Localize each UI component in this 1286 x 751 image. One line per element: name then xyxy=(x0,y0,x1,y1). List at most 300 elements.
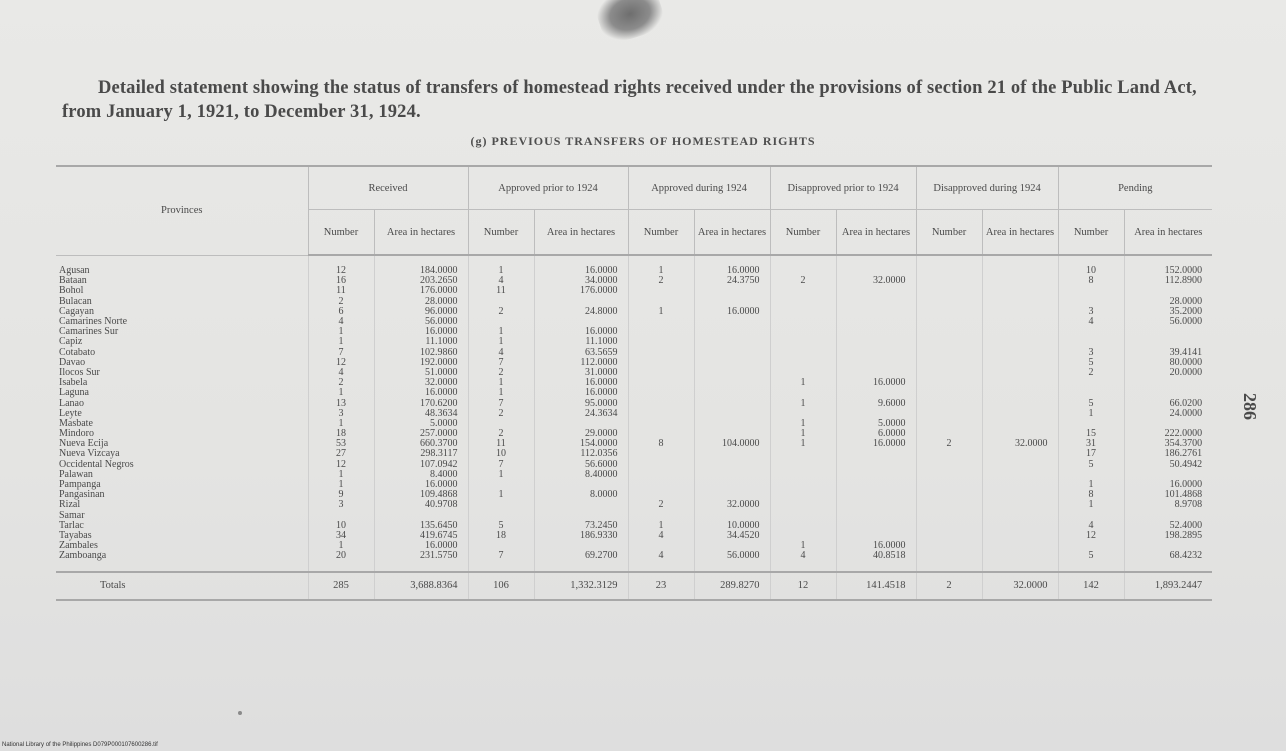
table-row xyxy=(56,398,1212,408)
area-cell: 198.2895 xyxy=(1124,531,1212,541)
number-cell: 11 xyxy=(468,286,534,296)
table-row xyxy=(56,439,1212,449)
number-cell: 5 xyxy=(1058,551,1124,561)
province-name: Zamboanga xyxy=(59,551,107,562)
area-cell xyxy=(836,297,916,307)
number-cell xyxy=(628,348,694,358)
spacer-row xyxy=(56,561,1212,572)
area-cell xyxy=(694,398,770,408)
number-cell xyxy=(916,500,982,510)
number-cell: 10 xyxy=(1058,266,1124,276)
table-row xyxy=(56,327,1212,337)
number-cell: 10 xyxy=(308,521,374,531)
area-cell: 152.0000 xyxy=(1124,266,1212,276)
area-cell: 5.0000 xyxy=(374,419,468,429)
province-name: Camarines Norte xyxy=(59,316,128,328)
area-cell: 135.6450 xyxy=(374,521,468,531)
area-cell xyxy=(694,337,770,347)
area-cell: 56.0000 xyxy=(694,551,770,561)
number-cell xyxy=(1058,297,1124,307)
number-cell: 12 xyxy=(308,460,374,470)
area-cell: 31.0000 xyxy=(534,368,628,378)
number-cell xyxy=(770,368,836,378)
number-cell: 1 xyxy=(308,337,374,347)
number-cell: 1 xyxy=(1058,500,1124,510)
spacer-cell xyxy=(468,561,534,572)
number-cell xyxy=(1058,378,1124,388)
area-cell xyxy=(836,266,916,276)
area-cell: 40.8518 xyxy=(836,551,916,561)
number-cell xyxy=(628,378,694,388)
area-cell xyxy=(1124,388,1212,398)
area-cell: 10.0000 xyxy=(694,521,770,531)
area-cell: 176.0000 xyxy=(374,286,468,296)
area-cell: 192.0000 xyxy=(374,358,468,368)
number-cell: 16 xyxy=(308,276,374,286)
number-cell xyxy=(916,551,982,561)
area-cell xyxy=(836,449,916,459)
table-row xyxy=(56,419,1212,429)
area-cell xyxy=(982,348,1058,358)
table-row xyxy=(56,449,1212,459)
number-cell xyxy=(916,358,982,368)
province-name: Capiz xyxy=(59,337,83,348)
number-cell xyxy=(916,388,982,398)
area-cell xyxy=(1124,286,1212,296)
number-cell: 1 xyxy=(770,398,836,408)
province-name: Occidental Negros xyxy=(59,459,134,470)
number-cell xyxy=(916,541,982,551)
number-cell: 2 xyxy=(468,368,534,378)
area-cell: 56.0000 xyxy=(1124,317,1212,327)
area-cell xyxy=(982,541,1058,551)
area-cell: 112.0356 xyxy=(534,449,628,459)
number-cell: 1 xyxy=(468,388,534,398)
number-cell xyxy=(770,297,836,307)
area-cell xyxy=(982,460,1058,470)
area-cell xyxy=(836,348,916,358)
number-cell xyxy=(628,327,694,337)
area-cell: 154.0000 xyxy=(534,439,628,449)
table-row xyxy=(56,470,1212,480)
table-row xyxy=(56,337,1212,347)
number-cell: 8 xyxy=(628,439,694,449)
province-name: Agusan xyxy=(59,266,90,277)
provinces-header: Provinces xyxy=(56,166,308,255)
area-cell: 80.0000 xyxy=(1124,358,1212,368)
number-cell: 8 xyxy=(1058,490,1124,500)
number-cell xyxy=(770,317,836,327)
sub-header-number: Number xyxy=(1058,210,1124,256)
area-cell xyxy=(982,470,1058,480)
total-area-cell: 141.4518 xyxy=(836,572,916,600)
number-cell: 4 xyxy=(770,551,836,561)
number-cell xyxy=(916,449,982,459)
province-name: Tayabas xyxy=(59,530,92,541)
area-cell xyxy=(836,286,916,296)
number-cell xyxy=(916,480,982,490)
number-cell xyxy=(916,398,982,408)
province-name: Mindoro xyxy=(59,429,94,440)
number-cell: 4 xyxy=(308,368,374,378)
area-cell xyxy=(836,327,916,337)
area-cell xyxy=(836,470,916,480)
area-cell: 257.0000 xyxy=(374,429,468,439)
number-cell: 2 xyxy=(1058,368,1124,378)
area-cell: 11.1000 xyxy=(374,337,468,347)
number-cell xyxy=(916,286,982,296)
province-name: Pampanga xyxy=(59,479,101,491)
number-cell: 11 xyxy=(468,439,534,449)
number-cell: 1 xyxy=(468,327,534,337)
number-cell: 1 xyxy=(468,337,534,347)
area-cell xyxy=(694,419,770,429)
number-cell xyxy=(916,317,982,327)
area-cell: 28.0000 xyxy=(1124,297,1212,307)
area-cell xyxy=(694,348,770,358)
area-cell xyxy=(982,531,1058,541)
table-row xyxy=(56,531,1212,541)
scan-speck xyxy=(238,711,242,715)
number-cell xyxy=(770,480,836,490)
province-name: Cotabato xyxy=(59,347,96,358)
spacer-cell xyxy=(836,561,916,572)
number-cell xyxy=(628,398,694,408)
number-cell xyxy=(770,460,836,470)
sub-header-area: Area in hectares xyxy=(534,210,628,256)
number-cell: 3 xyxy=(308,500,374,510)
number-cell: 7 xyxy=(468,460,534,470)
number-cell: 4 xyxy=(628,531,694,541)
spacer-cell xyxy=(56,561,308,572)
area-cell: 28.0000 xyxy=(374,297,468,307)
area-cell xyxy=(534,511,628,521)
area-cell: 298.3117 xyxy=(374,449,468,459)
number-cell: 5 xyxy=(1058,398,1124,408)
number-cell xyxy=(468,419,534,429)
area-cell: 35.2000 xyxy=(1124,307,1212,317)
number-cell: 9 xyxy=(308,490,374,500)
spacer-cell xyxy=(468,255,534,266)
province-name: Palawan xyxy=(59,469,93,480)
area-cell: 24.0000 xyxy=(1124,409,1212,419)
spacer-cell xyxy=(628,561,694,572)
number-cell xyxy=(770,358,836,368)
number-cell xyxy=(770,490,836,500)
area-cell: 56.0000 xyxy=(374,317,468,327)
area-cell xyxy=(982,490,1058,500)
number-cell: 1 xyxy=(628,521,694,531)
area-cell: 419.6745 xyxy=(374,531,468,541)
area-cell: 34.0000 xyxy=(534,276,628,286)
group-header-row xyxy=(56,166,1212,210)
number-cell xyxy=(916,327,982,337)
area-cell: 186.9330 xyxy=(534,531,628,541)
number-cell: 1 xyxy=(468,490,534,500)
number-cell xyxy=(628,368,694,378)
area-cell xyxy=(836,307,916,317)
area-cell: 9.6000 xyxy=(836,398,916,408)
number-cell xyxy=(1058,541,1124,551)
table-row xyxy=(56,511,1212,521)
number-cell: 4 xyxy=(468,348,534,358)
area-cell: 170.6200 xyxy=(374,398,468,408)
area-cell: 95.0000 xyxy=(534,398,628,408)
number-cell: 2 xyxy=(628,276,694,286)
number-cell: 2 xyxy=(308,378,374,388)
area-cell: 34.4520 xyxy=(694,531,770,541)
table-row xyxy=(56,521,1212,531)
area-cell: 107.0942 xyxy=(374,460,468,470)
table-row xyxy=(56,409,1212,419)
number-cell: 5 xyxy=(1058,460,1124,470)
number-cell: 4 xyxy=(1058,521,1124,531)
area-cell: 29.0000 xyxy=(534,429,628,439)
area-cell: 184.0000 xyxy=(374,266,468,276)
area-cell: 104.0000 xyxy=(694,439,770,449)
spacer-cell xyxy=(374,561,468,572)
area-cell xyxy=(982,378,1058,388)
number-cell xyxy=(628,286,694,296)
spacer-cell xyxy=(770,255,836,266)
number-cell: 1 xyxy=(468,378,534,388)
area-cell: 16.0000 xyxy=(374,480,468,490)
spacer-cell xyxy=(1058,255,1124,266)
area-cell: 8.9708 xyxy=(1124,500,1212,510)
area-cell xyxy=(982,521,1058,531)
area-cell: 5.0000 xyxy=(836,419,916,429)
group-header-received: Received xyxy=(308,166,468,210)
area-cell: 203.2650 xyxy=(374,276,468,286)
table-row xyxy=(56,490,1212,500)
area-cell: 50.4942 xyxy=(1124,460,1212,470)
number-cell xyxy=(1058,470,1124,480)
number-cell: 4 xyxy=(628,551,694,561)
number-cell xyxy=(468,317,534,327)
number-cell xyxy=(916,460,982,470)
number-cell: 15 xyxy=(1058,429,1124,439)
sub-header-area: Area in hectares xyxy=(836,210,916,256)
table-row xyxy=(56,368,1212,378)
number-cell: 34 xyxy=(308,531,374,541)
area-cell: 6.0000 xyxy=(836,429,916,439)
sub-header-number: Number xyxy=(770,210,836,256)
number-cell xyxy=(916,297,982,307)
number-cell xyxy=(628,409,694,419)
table-row xyxy=(56,358,1212,368)
group-header-approved-prior: Approved prior to 1924 xyxy=(468,166,628,210)
area-cell xyxy=(982,358,1058,368)
area-cell xyxy=(1124,327,1212,337)
totals-row xyxy=(56,572,1212,600)
area-cell: 66.0200 xyxy=(1124,398,1212,408)
scan-footer: National Library of the Philippines D079P000107600286.tif xyxy=(2,742,158,748)
province-name: Nueva Ecija xyxy=(59,439,109,450)
area-cell xyxy=(982,368,1058,378)
number-cell: 13 xyxy=(308,398,374,408)
number-cell: 18 xyxy=(468,531,534,541)
number-cell: 3 xyxy=(308,409,374,419)
table-row xyxy=(56,551,1212,561)
number-cell: 6 xyxy=(308,307,374,317)
spacer-cell xyxy=(534,561,628,572)
area-cell xyxy=(982,449,1058,459)
area-cell xyxy=(836,317,916,327)
number-cell: 1 xyxy=(308,419,374,429)
number-cell: 2 xyxy=(770,276,836,286)
sub-header-area: Area in hectares xyxy=(1124,210,1212,256)
total-number-cell: 2 xyxy=(916,572,982,600)
number-cell xyxy=(1058,337,1124,347)
spacer-cell xyxy=(916,561,982,572)
sub-header-area: Area in hectares xyxy=(982,210,1058,256)
area-cell xyxy=(836,490,916,500)
area-cell: 231.5750 xyxy=(374,551,468,561)
spacer-cell xyxy=(1124,255,1212,266)
spacer-cell xyxy=(982,561,1058,572)
area-cell xyxy=(534,480,628,490)
number-cell: 7 xyxy=(308,348,374,358)
number-cell xyxy=(308,511,374,521)
area-cell xyxy=(694,286,770,296)
scan-smudge xyxy=(592,0,668,47)
total-number-cell: 285 xyxy=(308,572,374,600)
area-cell: 52.4000 xyxy=(1124,521,1212,531)
area-cell xyxy=(534,297,628,307)
number-cell xyxy=(916,419,982,429)
number-cell: 1 xyxy=(770,439,836,449)
table-row xyxy=(56,480,1212,490)
number-cell xyxy=(916,348,982,358)
province-name: Cagayan xyxy=(59,306,94,317)
area-cell xyxy=(836,337,916,347)
province-name: Leyte xyxy=(59,408,82,419)
number-cell: 1 xyxy=(1058,480,1124,490)
number-cell xyxy=(628,460,694,470)
number-cell xyxy=(770,388,836,398)
spacer-cell xyxy=(694,255,770,266)
sub-header-area: Area in hectares xyxy=(374,210,468,256)
number-cell: 1 xyxy=(770,429,836,439)
total-number-cell: 23 xyxy=(628,572,694,600)
area-cell xyxy=(1124,511,1212,521)
province-name: Lanao xyxy=(59,398,84,409)
table-row xyxy=(56,286,1212,296)
area-cell xyxy=(694,449,770,459)
number-cell xyxy=(770,521,836,531)
table-row xyxy=(56,317,1212,327)
number-cell: 2 xyxy=(628,500,694,510)
area-cell xyxy=(694,358,770,368)
number-cell: 12 xyxy=(1058,531,1124,541)
number-cell: 3 xyxy=(1058,348,1124,358)
area-cell: 63.5659 xyxy=(534,348,628,358)
number-cell xyxy=(770,449,836,459)
area-cell: 24.3634 xyxy=(534,409,628,419)
area-cell: 32.0000 xyxy=(374,378,468,388)
number-cell xyxy=(916,276,982,286)
number-cell: 11 xyxy=(308,286,374,296)
group-header-pending: Pending xyxy=(1058,166,1212,210)
number-cell xyxy=(916,266,982,276)
area-cell: 101.4868 xyxy=(1124,490,1212,500)
number-cell xyxy=(770,500,836,510)
area-cell: 222.0000 xyxy=(1124,429,1212,439)
number-cell: 7 xyxy=(468,398,534,408)
number-cell: 1 xyxy=(308,470,374,480)
area-cell: 24.3750 xyxy=(694,276,770,286)
area-cell xyxy=(836,460,916,470)
area-cell xyxy=(836,409,916,419)
table-row xyxy=(56,388,1212,398)
province-name: Bulacan xyxy=(59,296,92,307)
area-cell: 96.0000 xyxy=(374,307,468,317)
area-cell xyxy=(982,500,1058,510)
number-cell: 1 xyxy=(308,480,374,490)
number-cell xyxy=(628,490,694,500)
number-cell: 31 xyxy=(1058,439,1124,449)
number-cell: 5 xyxy=(1058,358,1124,368)
number-cell xyxy=(1058,388,1124,398)
area-cell: 16.0000 xyxy=(694,307,770,317)
number-cell xyxy=(628,480,694,490)
total-area-cell: 1,332.3129 xyxy=(534,572,628,600)
homestead-transfers-table xyxy=(56,165,1212,601)
area-cell: 51.0000 xyxy=(374,368,468,378)
number-cell xyxy=(628,337,694,347)
area-cell xyxy=(1124,378,1212,388)
area-cell xyxy=(374,511,468,521)
area-cell xyxy=(694,297,770,307)
area-cell: 73.2450 xyxy=(534,521,628,531)
number-cell xyxy=(628,511,694,521)
area-cell: 16.0000 xyxy=(374,541,468,551)
province-name: Isabela xyxy=(59,378,88,389)
table-body xyxy=(56,255,1212,600)
area-cell: 8.4000 xyxy=(374,470,468,480)
number-cell xyxy=(628,541,694,551)
area-cell: 8.0000 xyxy=(534,490,628,500)
spacer-cell xyxy=(56,255,308,266)
area-cell xyxy=(694,378,770,388)
spacer-cell xyxy=(770,561,836,572)
spacer-cell xyxy=(534,255,628,266)
table-row xyxy=(56,378,1212,388)
area-cell xyxy=(694,429,770,439)
area-cell xyxy=(982,409,1058,419)
area-cell: 354.3700 xyxy=(1124,439,1212,449)
number-cell: 1 xyxy=(468,470,534,480)
area-cell xyxy=(534,317,628,327)
total-area-cell: 32.0000 xyxy=(982,572,1058,600)
number-cell xyxy=(628,297,694,307)
area-cell xyxy=(1124,337,1212,347)
area-cell: 8.40000 xyxy=(534,470,628,480)
area-cell xyxy=(694,460,770,470)
number-cell: 7 xyxy=(468,551,534,561)
area-cell: 16.0000 xyxy=(534,388,628,398)
number-cell xyxy=(628,388,694,398)
number-cell xyxy=(468,480,534,490)
area-cell xyxy=(694,480,770,490)
number-cell xyxy=(628,358,694,368)
area-cell xyxy=(982,429,1058,439)
page-title: Detailed statement showing the status of transfers of homestead rights received under the provisions of section 21 of the Public Land Act, from January 1, 1921, to December 31, 1924. xyxy=(62,78,1197,122)
area-cell: 20.0000 xyxy=(1124,368,1212,378)
number-cell: 1 xyxy=(628,266,694,276)
province-name: Zambales xyxy=(59,541,98,552)
number-cell: 2 xyxy=(916,439,982,449)
